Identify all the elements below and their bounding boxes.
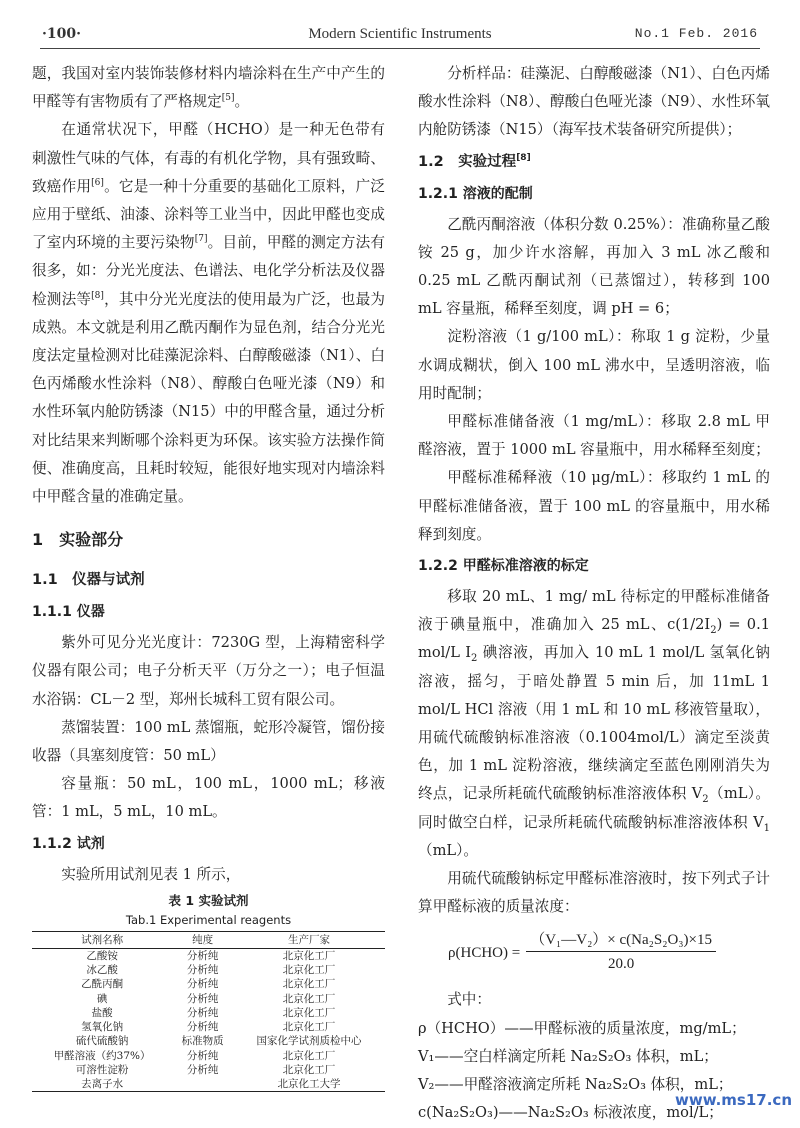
table-row: [32, 1049, 385, 1063]
citation[interactable]: [5]: [221, 93, 235, 104]
table-cell: 硫代硫酸钠: [75, 1035, 129, 1048]
solution-paragraph: 乙酰丙酮溶液（体积分数 0.25%）：准确称量乙酸铵 25 g，加少许水溶解，再加入 3 mL 冰乙酸和 0.25 mL 乙酰丙酮试剂（已蒸馏过），转移到 100 mL 容量瓶，稀释至刻度，调 pH = 6；: [418, 215, 770, 318]
table-cell: 氢氧化钠: [81, 1021, 124, 1034]
table-row: [32, 992, 385, 1006]
table-row: [32, 1006, 385, 1020]
definition-line: c(Na₂S₂O₃)——Na₂S₂O₃ 标液浓度，mol/L；: [418, 1104, 723, 1122]
table-caption: 表 1 实验试剂: [168, 892, 249, 908]
issue-info: No.1 Feb. 2016: [634, 26, 758, 41]
table-cell: 北京化工厂: [282, 1063, 336, 1076]
subsubsection-heading: 1.2.1 溶液的配制: [418, 185, 533, 202]
table-row: [32, 963, 385, 977]
table-cell: 分析纯: [186, 964, 219, 977]
intro-paragraph-1: 题，我国对室内装饰装修材料内墙涂料在生产中产生的甲醛等有害物质有了严格规定[5]。: [32, 65, 385, 111]
table-cell: 乙酰丙酮: [81, 978, 124, 991]
subsubsection-heading: 1.1.2 试剂: [32, 835, 105, 852]
table-cell: 分析纯: [186, 1006, 219, 1019]
table-row: [32, 1034, 385, 1048]
table-cell: 北京化工厂: [282, 1006, 336, 1019]
table-cell: 分析纯: [186, 1021, 219, 1034]
table-cell: 盐酸: [91, 1006, 113, 1019]
instrument-paragraph: 紫外可见分光光度计：7230G 型，上海精密科学仪器有限公司；电子分析天平（万分之一）；电子恒温水浴锅：CL－2 型，郑州长城科工贸有限公司。: [32, 634, 385, 708]
table-cell: 分析纯: [186, 950, 219, 963]
calculation-intro: 用硫代硫酸钠标定甲醛标准溶液时，按下列式子计算甲醛标液的质量浓度：: [418, 870, 770, 916]
definition-line: V₁——空白样滴定所耗 Na₂S₂O₃ 体积，mL；: [418, 1047, 718, 1065]
table-header: 生产厂家: [233, 931, 385, 948]
table-row: [32, 977, 385, 991]
table-row: [32, 1020, 385, 1034]
table-cell: 北京化工厂: [282, 1049, 336, 1062]
journal-name: Modern Scientific Instruments: [308, 26, 492, 42]
solution-paragraph: 甲醛标准储备液（1 mg/mL）：移取 2.8 mL 甲醛溶液，置于 1000 mL 容量瓶中，用水稀释至刻度；: [418, 413, 770, 459]
table-row: [32, 1077, 385, 1092]
citation[interactable]: [8]: [516, 152, 531, 163]
table-cell: 乙酸铵: [86, 950, 118, 963]
reagent-table: [32, 931, 385, 1092]
reagent-intro: 实验所用试剂见表 1 所示，: [61, 865, 241, 883]
samples-paragraph: 分析样品：硅藻泥、白醇酸磁漆（N1）、白色丙烯酸水性涂料（N8）、醇酸白色哑光漆（N9）、水性环氧内舱防锈漆（N15）（海军技术装备研究所提供）；: [418, 65, 770, 139]
table-header: 纯度: [172, 931, 233, 948]
subsection-heading: 1.2 实验过程[8]: [418, 152, 531, 170]
watermark-logo: www.ms17.cn: [674, 1091, 792, 1109]
citation[interactable]: [6]: [91, 177, 104, 188]
intro-paragraph-2: 在通常状况下，甲醛（HCHO）是一种无色带有刺激性气味的气体，有毒的有机化学物，具有强致畸、致癌作用[6]。它是一种十分重要的基础化工原料，广泛应用于壁纸、油漆、涂料等工业当中，因此甲醛也变成了室内环境的主要污染物[7]。目前，甲醛的测定方法有很多，如：分光光度法、色谱法、电化学分析法及仪器检测法等[8]，其中分光光度法的使用最为广泛，也最为成熟。本文就是利用乙酰丙酮作为显色剂，结合分光光度法定量检测对比硅藻泥涂料、白醇酸磁漆（N1）、白色丙烯酸水性涂料（N8）、醇酸白色哑光漆（N9）和水性环氧内舱防锈漆（N15）中的甲醛含量，通过分析对比结果来判断哪个涂料更为环保。该实验方法操作简便、准确度高，且耗时较短，能很好地实现对内墙涂料中甲醛含量的准确定量。: [32, 121, 385, 506]
table-cell: 北京化工厂: [282, 1021, 336, 1034]
table-cell: 北京化工厂: [282, 978, 336, 991]
formula-numerator: （V₁—V₂）× c(Na₂S₂O₃)×15: [526, 929, 716, 952]
subsection-heading: 1.1 仪器与试剂: [32, 572, 145, 589]
table-cell: 北京化工大学: [233, 1077, 385, 1092]
where-label: 式中：: [447, 991, 491, 1009]
table-cell: 去离子水: [32, 1077, 172, 1092]
right-column: [418, 60, 770, 1128]
table-row: [32, 949, 385, 964]
citation[interactable]: [7]: [194, 234, 208, 245]
solution-paragraph: 甲醛标准稀释液（10 μg/mL）：移取约 1 mL 的甲醛标准储备液，置于 100 mL 的容量瓶中，用水稀释到刻度。: [418, 469, 770, 543]
definition-line: ρ（HCHO）——甲醛标液的质量浓度，mg/mL；: [418, 1019, 746, 1037]
concentration-formula: [448, 929, 770, 976]
table-cell: 分析纯: [186, 1063, 219, 1076]
table-cell: 国家化学试剂质检中心: [256, 1035, 362, 1048]
section-heading: 1 实验部分: [32, 530, 124, 550]
table-row: [32, 1063, 385, 1077]
table-cell: [172, 1077, 233, 1092]
table-cell: 标准物质: [181, 1035, 224, 1048]
page-header: [40, 22, 760, 49]
table-cell: 分析纯: [186, 992, 219, 1005]
subsubsection-heading: 1.2.2 甲醛标准溶液的标定: [418, 558, 589, 575]
table-cell: 北京化工厂: [282, 964, 336, 977]
instrument-paragraph: 蒸馏装置：100 mL 蒸馏瓶，蛇形冷凝管，馏份接收器（具塞刻度管：50 mL）: [32, 718, 385, 765]
instrument-paragraph: 容量瓶：50 mL，100 mL，1000 mL；移液管：1 mL，5 mL，10 mL。: [32, 775, 385, 821]
solution-paragraph: 淀粉溶液（1 g/100 mL）：称取 1 g 淀粉，少量水调成糊状，倒入 100 mL 沸水中，呈透明溶液，临用时配制；: [418, 328, 770, 402]
table-caption-english: Tab.1 Experimental reagents: [125, 912, 292, 927]
calibration-paragraph: 移取 20 mL、1 mg/ mL 待标定的甲醛标准储备液于碘量瓶中，准确加入 25 mL、$c(1/2I_2) = 0.1$ mol/L $I_2$ 碘溶液，再加入 10 mL 1 mol/L 氢氧化钠溶液，摇匀，于暗处静置 5 min 后，加 11mL 1 mol/L HCl 溶液（用 1 mL 和 10 mL 移液管量取），用硫代硫酸钠标准溶液（0.1004mol/L）滴定至淡黄色，加 1 mL 淀粉溶液，继续滴定至蓝色刚刚消失为终点，记录所耗硫代硫酸钠标准溶液体积 $V_2(mL)$。同时做空白样，记录所耗硫代硫酸钠标准溶液体积 $V_1(mL)$。: [418, 588, 770, 859]
table-cell: 北京化工厂: [282, 992, 336, 1005]
formula-fraction: [526, 929, 716, 976]
table-cell: 可溶性淀粉: [75, 1063, 129, 1076]
table-cell: 冰乙酸: [86, 964, 118, 977]
formula-denominator: 20.0: [607, 956, 635, 973]
definition-line: V₂——甲醛溶液滴定所耗 Na₂S₂O₃ 体积，mL；: [418, 1076, 733, 1094]
page-number: ·100·: [42, 26, 81, 42]
table-cell: 北京化工厂: [282, 950, 336, 963]
table-cell: 分析纯: [186, 978, 219, 991]
table-cell: 甲醛溶液（约37%）: [53, 1049, 151, 1062]
table-cell: 碘: [96, 992, 108, 1005]
left-column: [32, 60, 385, 1092]
formula-lhs: ρ(HCHO) =: [448, 944, 521, 961]
table-header: 试剂名称: [32, 931, 172, 948]
table-cell: 分析纯: [186, 1049, 219, 1062]
citation[interactable]: [8]: [91, 290, 104, 301]
subsubsection-heading: 1.1.1 仪器: [32, 604, 105, 621]
